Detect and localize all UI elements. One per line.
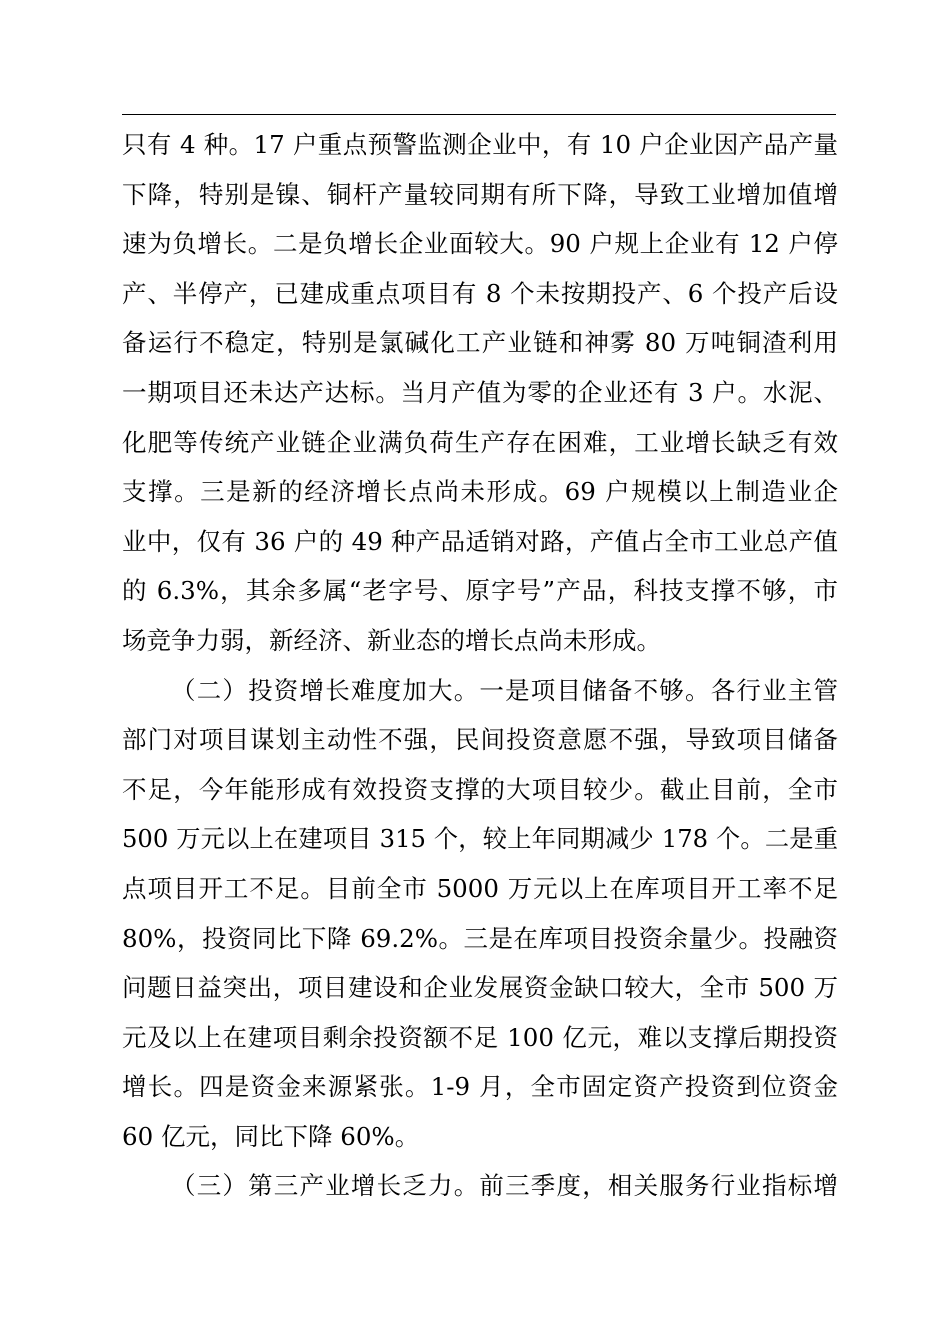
text-line: 只有 4 种。17 户重点预警监测企业中，有 10 户企业因产品产量 <box>122 130 838 159</box>
header-rule <box>122 114 836 115</box>
paragraph-investment <box>122 666 838 1162</box>
text-line: （三）第三产业增长乏力。前三季度，相关服务行业指标增 <box>171 1171 838 1201</box>
text-line: 不足，今年能形成有效投资支撑的大项目较少。截止目前，全市 <box>122 774 838 804</box>
text-line: 支撑。三是新的经济增长点尚未形成。69 户规模以上制造业企 <box>122 477 838 507</box>
text-line: 500 万元以上在建项目 315 个，较上年同期减少 178 个。二是重 <box>122 824 838 854</box>
text-line: 部门对项目谋划主动性不强，民间投资意愿不强，导致项目储备 <box>122 725 838 755</box>
text-line: 备运行不稳定，特别是氯碱化工产业链和神雾 80 万吨铜渣利用 <box>122 328 838 358</box>
text-line: 化肥等传统产业链企业满负荷生产存在困难，工业增长缺乏有效 <box>122 427 838 457</box>
text-line: 80%，投资同比下降 69.2%。三是在库项目投资余量少。投融资 <box>122 923 838 953</box>
text-line: 问题日益突出，项目建设和企业发展资金缺口较大，全市 500 万 <box>122 973 838 1003</box>
text-line: （二）投资增长难度加大。一是项目储备不够。各行业主管 <box>171 675 838 705</box>
text-line: 60 亿元，同比下降 60%。 <box>122 1121 420 1151</box>
text-line: 下降，特别是镍、铜杆产量较同期有所下降，导致工业增加值增 <box>122 179 838 209</box>
text-line: 增长。四是资金来源紧张。1-9 月，全市固定资产投资到位资金 <box>122 1072 838 1102</box>
body-text <box>122 120 838 1211</box>
paragraph-industry-continuation <box>122 120 838 666</box>
text-line: 业中，仅有 36 户的 49 种产品适销对路，产值占全市工业总产值 <box>122 526 838 556</box>
text-line: 元及以上在建项目剩余投资额不足 100 亿元，难以支撑后期投资 <box>122 1022 838 1052</box>
text-line: 场竞争力弱，新经济、新业态的增长点尚未形成。 <box>122 625 661 655</box>
text-line: 点项目开工不足。目前全市 5000 万元以上在库项目开工率不足 <box>122 873 838 903</box>
text-line: 的 6.3%，其余多属“老字号、原字号”产品，科技支撑不够，市 <box>122 576 838 606</box>
text-line: 一期项目还未达产达标。当月产值为零的企业还有 3 户。水泥、 <box>122 377 838 407</box>
text-line: 速为负增长。二是负增长企业面较大。90 户规上企业有 12 户停 <box>122 229 838 259</box>
text-line: 产、半停产，已建成重点项目有 8 个未按期投产、6 个投产后设 <box>122 278 838 308</box>
paragraph-tertiary-industry <box>122 1161 838 1211</box>
